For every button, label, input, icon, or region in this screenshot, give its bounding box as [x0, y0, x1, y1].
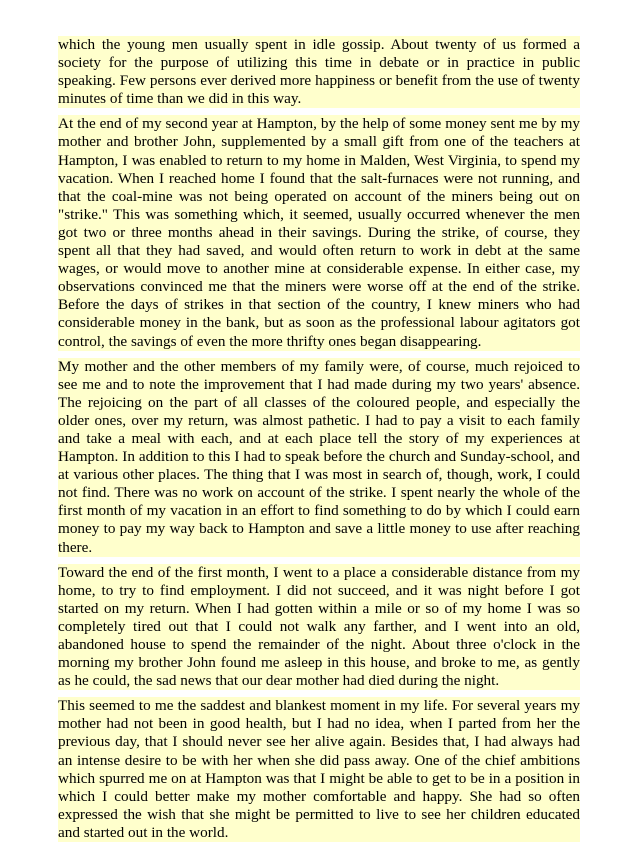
paragraph-1: which the young men usually spent in idle gossip. About twenty of us formed a society for the purpose of utilizing this time in debate or in practice in public speaking. Few persons ever derived more happiness or benefit from the use of twenty minutes of time than we did in this way.	[58, 36, 580, 108]
paragraph-5: This seemed to me the saddest and blankest moment in my life. For several years my mother had not been in good health, but I had no idea, when I parted from her the previous day, that I should never see her alive again. Besides that, I had always had an intense desire to be with her when she did pass away. One of the chief ambitions which spurred me on at Hampton was that I might be able to get to be in a position in which I could better make my mother comfortable and happy. She had so often expressed the wish that she might be permitted to live to see her children educated and started out in the world.	[58, 697, 580, 841]
document-page	[58, 36, 580, 849]
paragraph-3: My mother and the other members of my family were, of course, much rejoiced to see me and to note the improvement that I had made during my two years' absence. The rejoicing on the part of all classes of the coloured people, and especially the older ones, over my return, was almost pathetic. I had to pay a visit to each family and take a meal with each, and at each place tell the story of my experiences at Hampton. In addition to this I had to speak before the church and Sunday-school, and at various other places. The thing that I was most in search of, though, work, I could not find. There was no work on account of the strike. I spent nearly the whole of the first month of my vacation in an effort to find something to do by which I could earn money to pay my way back to Hampton and save a little money to use after reaching there.	[58, 357, 580, 556]
paragraph-2: At the end of my second year at Hampton, by the help of some money sent me by my mother and brother John, supplemented by a small gift from one of the teachers at Hampton, I was enabled to return to my home in Malden, West Virginia, to spend my vacation. When I reached home I found that the salt-furnaces were not running, and that the coal-mine was not being operated on account of the miners being out on "strike." This was something which, it seemed, usually occurred whenever the men got two or three months ahead in their savings. During the strike, of course, they spent all that they had saved, and would often return to work in debt at the same wages, or would move to another mine at considerable expense. In either case, my observations convinced me that the miners were worse off at the end of the strike. Before the days of strikes in that section of the country, I knew miners who had considerable money in the bank, but as soon as the professional labour agitators got control, the savings of even the more thrifty ones began disappearing.	[58, 115, 580, 350]
paragraph-4: Toward the end of the first month, I went to a place a considerable distance from my home, to try to find employment. I did not succeed, and it was night before I got started on my return. When I had gotten within a mile or so of my home I was so completely tired out that I could not walk any farther, and I went into an old, abandoned house to spend the remainder of the night. About three o'clock in the morning my brother John found me asleep in this house, and broke to me, as gently as he could, the sad news that our dear mother had died during the night.	[58, 563, 580, 690]
